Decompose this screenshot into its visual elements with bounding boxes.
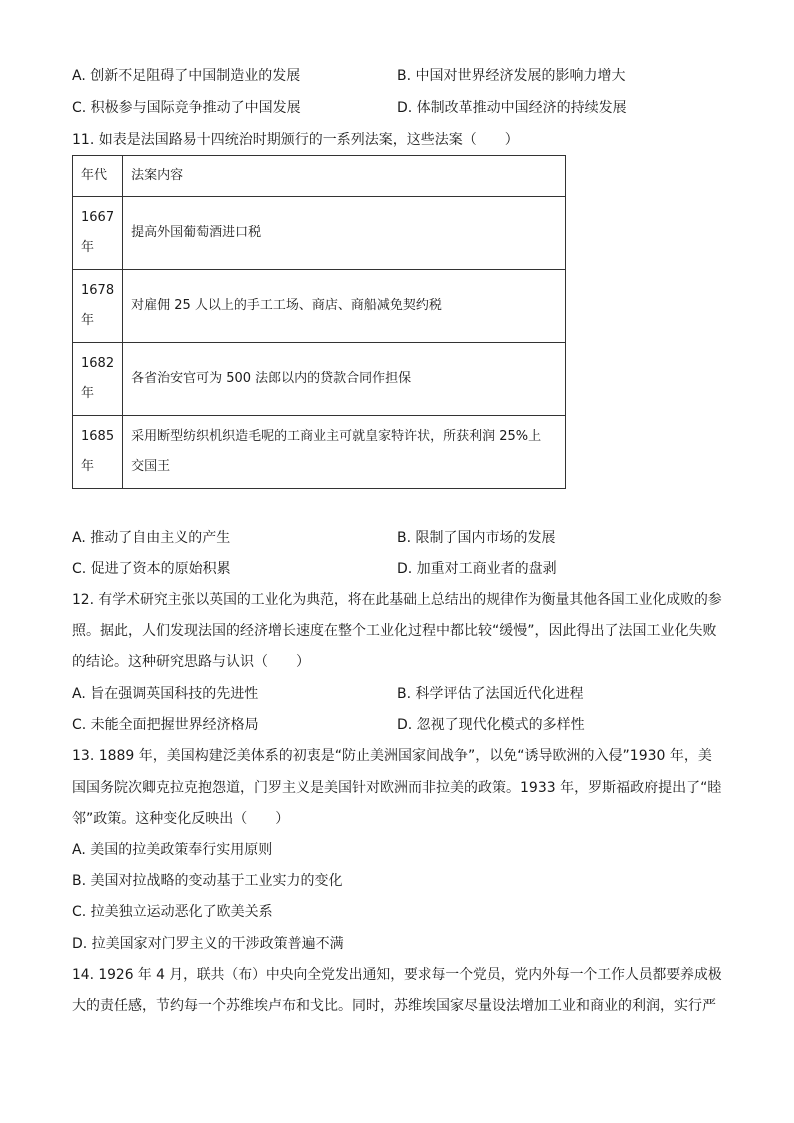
table-row bbox=[73, 343, 566, 416]
q12-option-c: C. 未能全面把握世界经济格局 bbox=[72, 717, 259, 733]
q12-option-d: D. 忽视了现代化模式的多样性 bbox=[397, 717, 585, 733]
row-content: 各省治安官可为 500 法郎以内的贷款合同作担保 bbox=[123, 343, 566, 416]
row-year: 1685 年 bbox=[73, 416, 123, 489]
q11-option-d: D. 加重对工商业者的盘剥 bbox=[397, 561, 557, 577]
q10-option-d: D. 体制改革推动中国经济的持续发展 bbox=[397, 100, 627, 116]
table-header-year: 年代 bbox=[73, 156, 123, 197]
q10-option-a: A. 创新不足阻碍了中国制造业的发展 bbox=[72, 68, 301, 84]
row-content: 对雇佣 25 人以上的手工工场、商店、商船减免契约税 bbox=[123, 270, 566, 343]
q10-option-b: B. 中国对世界经济发展的影响力增大 bbox=[397, 68, 626, 84]
q11-option-c: C. 促进了资本的原始积累 bbox=[72, 561, 231, 577]
q11-option-a: A. 推动了自由主义的产生 bbox=[72, 530, 231, 546]
row-content: 提高外国葡萄酒进口税 bbox=[123, 197, 566, 270]
table-row bbox=[73, 416, 566, 489]
law-table bbox=[72, 155, 566, 489]
table-header-content: 法案内容 bbox=[123, 156, 566, 197]
table-header-row bbox=[73, 156, 566, 197]
q12-option-a: A. 旨在强调英国科技的先进性 bbox=[72, 686, 259, 702]
q11-stem: 11. 如表是法国路易十四统治时期颁行的一系列法案，这些法案（ ） bbox=[72, 132, 519, 148]
q14-stem-line: 14. 1926 年 4 月，联共（布）中央向全党发出通知，要求每一个党员，党内外每一个工作人员都要养成极 bbox=[72, 967, 722, 983]
row-year: 1682 年 bbox=[73, 343, 123, 416]
row-content: 采用断型纺织机织造毛呢的工商业主可就皇家特许状，所获利润 25%上 交国王 bbox=[123, 416, 566, 489]
q12-stem-line: 的结论。这种研究思路与认识（ ） bbox=[72, 654, 310, 670]
q11-option-b: B. 限制了国内市场的发展 bbox=[397, 530, 556, 546]
q13-stem-line: 邻”政策。这种变化反映出（ ） bbox=[72, 811, 290, 827]
q12-option-b: B. 科学评估了法国近代化进程 bbox=[397, 686, 584, 702]
q10-option-c: C. 积极参与国际竞争推动了中国发展 bbox=[72, 100, 301, 116]
q13-option-c: C. 拉美独立运动恶化了欧美关系 bbox=[72, 904, 273, 920]
row-year: 1667 年 bbox=[73, 197, 123, 270]
q12-stem-line: 12. 有学术研究主张以英国的工业化为典范，将在此基础上总结出的规律作为衡量其他各国工业化成败的参 bbox=[72, 592, 722, 608]
table-row bbox=[73, 197, 566, 270]
q13-stem-line: 国国务院次卿克拉克抱怨道，门罗主义是美国针对欧洲而非拉美的政策。1933 年，罗斯福政府提出了“睦 bbox=[72, 780, 722, 796]
q13-option-d: D. 拉美国家对门罗主义的干涉政策普遍不满 bbox=[72, 936, 344, 952]
table-row bbox=[73, 270, 566, 343]
row-year: 1678 年 bbox=[73, 270, 123, 343]
q14-stem-line: 大的责任感，节约每一个苏维埃卢布和戈比。同时，苏维埃国家尽量设法增加工业和商业的利润，实行严 bbox=[72, 998, 716, 1014]
q13-option-b: B. 美国对拉战略的变动基于工业实力的变化 bbox=[72, 873, 343, 889]
q13-option-a: A. 美国的拉美政策奉行实用原则 bbox=[72, 842, 273, 858]
q12-stem-line: 照。据此，人们发现法国的经济增长速度在整个工业化过程中都比较“缓慢”，因此得出了法国工业化失败 bbox=[72, 623, 717, 639]
q13-stem-line: 13. 1889 年，美国构建泛美体系的初衷是“防止美洲国家间战争”，以免“诱导欧洲的入侵”1930 年，美 bbox=[72, 748, 712, 764]
